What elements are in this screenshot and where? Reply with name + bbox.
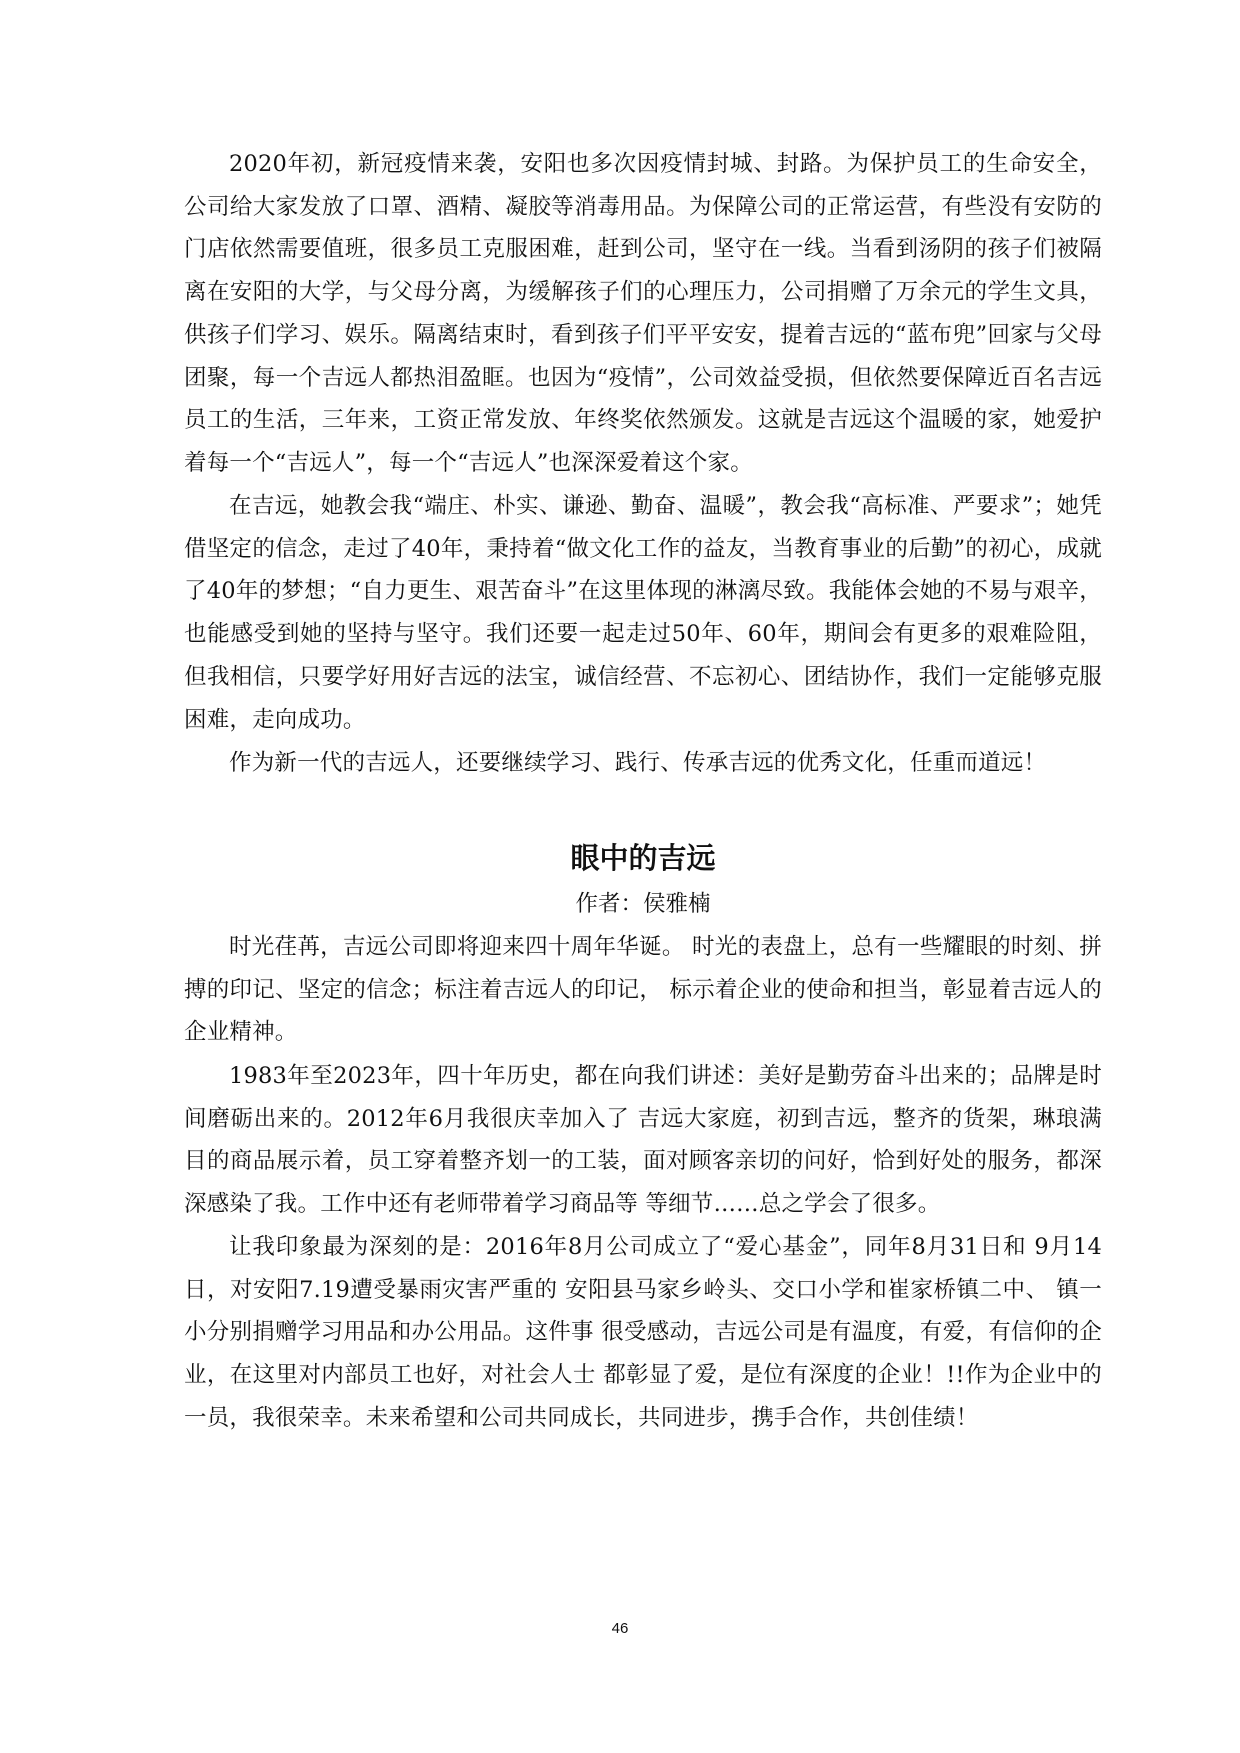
article-author: 作者：侯雅楠 xyxy=(575,891,711,917)
article-paragraph-intro: 时光荏苒，吉远公司即将迎来四十周年华诞。 时光的表盘上，总有一些耀眼的时刻、拼搏的印记、坚定的信念；标注着吉远人的印记， 标示着企业的使命和担当，彰显着吉远人的企业精神。 xyxy=(184,934,1102,1046)
article-paragraph-impression: 让我印象最为深刻的是：2016年8月公司成立了“爱心基金”，同年8月31日和 9月14日，对安阳7.19遭受暴雨灾害严重的 安阳县马家乡岭头、交口小学和崔家桥镇二中、 镇一小分别捐赠学习用品和办公用品。这件事 很受感动，吉远公司是有温度，有爱，有信仰的企业，在这里对内部员工也好，对社会人士 都彰显了爱，是位有深度的企业！!!作为企业中的一员，我很荣幸。未来希望和公司共同成长，共同进步，携手合作，共创佳绩！ xyxy=(184,1234,1102,1431)
paragraph-conclusion: 作为新一代的吉远人，还要继续学习、践行、传承吉远的优秀文化，任重而道远！ xyxy=(229,750,1047,776)
paragraph-values: 在吉远，她教会我“端庄、朴实、谦逊、勤奋、温暖”，教会我“高标准、严要求”；她凭借坚定的信念，走过了40年，秉持着“做文化工作的益友，当教育事业的后勤”的初心，成就了40年的梦想；“自力更生、艰苦奋斗”在这里体现的淋漓尽致。我能体会她的不易与艰辛，也能感受到她的坚持与坚守。我们还要一起走过50年、60年，期间会有更多的艰难险阻，但我相信，只要学好用好吉远的法宝，诚信经营、不忘初心、团结协作，我们一定能够克服困难，走向成功。 xyxy=(184,493,1102,733)
paragraph-pandemic: 2020年初，新冠疫情来袭，安阳也多次因疫情封城、封路。为保护员工的生命安全，公司给大家发放了口罩、酒精、凝胶等消毒用品。为保障公司的正常运营，有些没有安防的门店依然需要值班，很多员工克服困难，赶到公司，坚守在一线。当看到汤阴的孩子们被隔离在安阳的大学，与父母分离，为缓解孩子们的心理压力，公司捐赠了万余元的学生文具，供孩子们学习、娱乐。隔离结束时，看到孩子们平平安安，提着吉远的“蓝布兜”回家与父母团聚，每一个吉远人都热泪盈眶。也因为“疫情”，公司效益受损，但依然要保障近百名吉远员工的生活，三年来，工资正常发放、年终奖依然颁发。这就是吉远这个温暖的家，她爱护着每一个“吉远人”，每一个“吉远人”也深深爱着这个家。 xyxy=(184,151,1102,476)
page-number: 46 xyxy=(611,1620,629,1637)
article-title: 眼中的吉远 xyxy=(570,841,716,875)
article-paragraph-history: 1983年至2023年，四十年历史，都在向我们讲述：美好是勤劳奋斗出来的；品牌是时间磨砺出来的。2012年6月我很庆幸加入了 吉远大家庭，初到吉远，整齐的货架，琳琅满目的商品展示着，员工穿着整齐划一的工装，面对顾客亲切的问好，恰到好处的服务，都深 深感染了我。工作中还有老师带着学习商品等 等细节……总之学会了很多。 xyxy=(184,1063,1102,1218)
